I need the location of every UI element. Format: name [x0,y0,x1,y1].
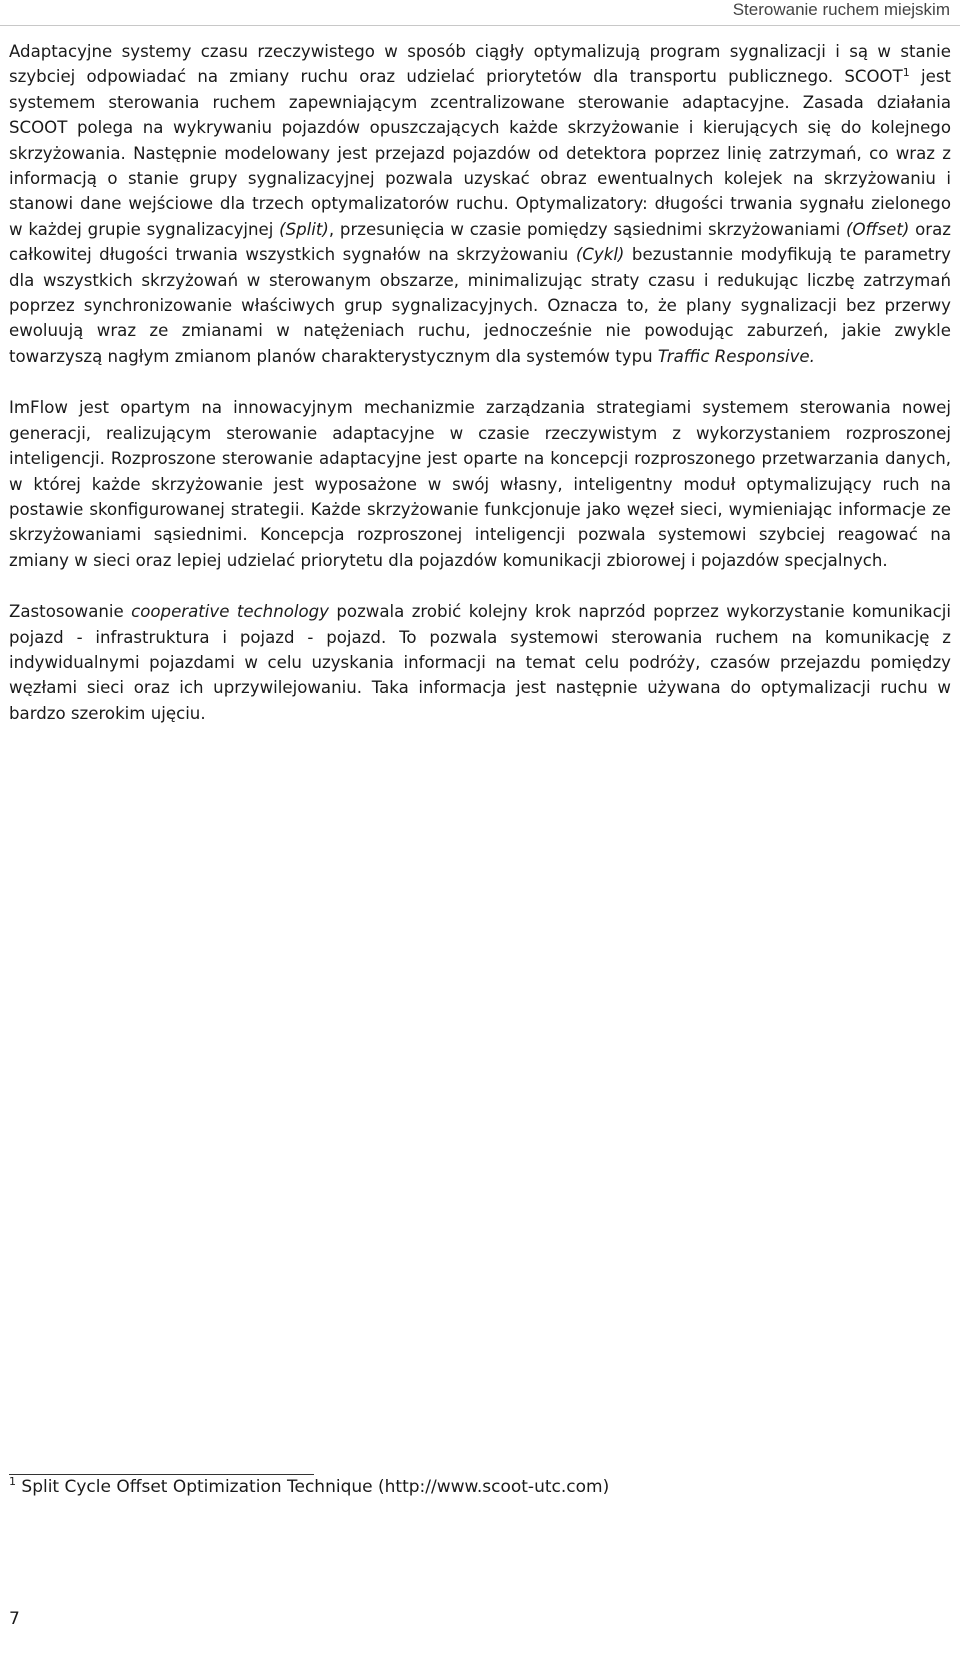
paragraph-cooperative [9,599,951,726]
p3-text-1: Zastosowanie [9,602,132,622]
term-offset: (Offset) [846,219,910,239]
page-number: 7 [9,1609,20,1629]
term-cooperative-technology: cooperative technology [131,602,329,622]
header-divider [0,25,960,26]
term-cykl: (Cykl) [575,245,625,265]
footnote-text: Split Cycle Offset Optimization Technique (http://www.scoot-utc.com) [16,1477,610,1497]
footnote-divider [9,1474,314,1475]
footnote-marker: 1 [9,1475,16,1488]
term-split: (Split) [279,219,329,239]
p1-text-3: , przesunięcia w czasie pomiędzy sąsiednimi skrzyżowaniami [328,219,847,239]
paragraph-imflow: ImFlow jest opartym na innowacyjnym mechanizmie zarządzania strategiami systemem sterowania nowej generacji, realizującym sterowanie adaptacyjne w czasie rzeczywistym z wykorzystaniem rozproszonej inteligencji. Rozproszone sterowanie adaptacyjne jest oparte na koncepcji rozproszonego przetwarzania danych, w której każde skrzyżowanie jest wyposażone w swój własny, inteligentny moduł optymalizujący ruch na postawie skonfigurowanej strategii. Każde skrzyżowanie funkcjonuje jako węzeł sieci, wymieniając informacje ze skrzyżowaniami sąsiednimi. Koncepcja rozproszonej inteligencji pozwala systemowi szybciej reagować na zmiany w sieci oraz lepiej udzielać priorytetu dla pojazdów komunikacji zbiorowej i pojazdów specjalnych. [9,398,951,570]
paragraph-scoot [9,39,951,369]
p3-text-2: pozwala zrobić kolejny krok naprzód poprzez wykorzystanie komunikacji pojazd - infrastruktura i pojazd - pojazd. To pozwala systemowi sterowania ruchem na komunikację z indywidualnymi pojazdami w celu uzyskania informacji na temat celu podróży, czasów przejazdu pomiędzy węzłami sieci oraz ich uprzywilejowaniu. Taka informacja jest następnie używana do optymalizacji ruchu w bardzo szerokim ujęciu. [9,602,951,723]
running-header-title: Sterowanie ruchem miejskim [732,0,950,19]
term-traffic-responsive: Traffic Responsive. [657,346,815,366]
p1-text-1: Adaptacyjne systemy czasu rzeczywistego w sposób ciągły optymalizują program sygnalizacji i są w stanie szybciej odpowiadać na zmiany ruchu oraz udzielać priorytetów dla transportu publicznego. SCOOT [9,42,951,87]
p1-text-4: oraz całkowitej długości trwania wszystkich sygnałów na skrzyżowaniu [9,219,952,265]
p1-text-5: bezustannie modyfikują te parametry dla wszystkich skrzyżowań w sterowanym obszarze, minimalizując straty czasu i redukując liczbę zatrzymań poprzez synchronizowanie właściwych grup sygnalizacyjnych. Oznacza to, że plany sygnalizacji bez przerwy ewoluują wraz ze zmianami w natężeniach ruchu, jednocześnie nie powodując zaburzeń, jakie zwykle towarzyszą nagłym zmianom planów charakterystycznym dla systemów typu [9,245,952,366]
footnote-reference: 1 [902,66,910,80]
footnote [9,1477,609,1497]
page-header [0,0,960,26]
p1-text-2: jest systemem sterowania ruchem zapewniającym zcentralizowane sterowanie adaptacyjne. Zasada działania SCOOT polega na wykrywaniu pojazdów opuszczających każde skrzyżowanie i kierujących się do kolejnego skrzyżowania. Następnie modelowany jest przejazd pojazdów od detektora poprzez linię zatrzymań, co wraz z informacją o stanie grupy sygnalizacyjnej pozwala uzyskać obraz ewentualnych kolejek na skrzyżowaniu i stanowi dane wejściowe dla trzech optymalizatorów ruchu. Optymalizatory: długości trwania sygnału zielonego w każdej grupie sygnalizacyjnej [9,67,951,239]
document-body [9,39,951,752]
